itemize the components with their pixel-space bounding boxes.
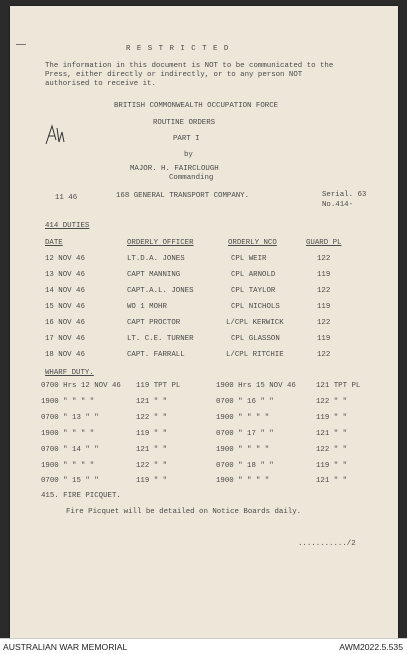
wharf-time-b: 0700 " 17 " " (216, 430, 274, 438)
duty-officer: CAPT PROCTOR (127, 319, 181, 327)
duties-header-date: DATE (45, 239, 63, 247)
archive-footer (0, 638, 407, 654)
duty-officer: CAPT. FARRALL (127, 351, 185, 359)
duty-date: 12 NOV 46 (45, 255, 85, 263)
archive-reference: AWM2022.5.535 (339, 642, 403, 652)
duty-date: 15 NOV 46 (45, 303, 85, 311)
wharf-time-b: 1900 " " " " (216, 446, 270, 454)
wharf-time-b: 1900 " " " " (216, 414, 270, 422)
wharf-platoon-b: 121 TPT PL (316, 382, 361, 390)
officer-role: Commanding (169, 174, 214, 182)
wharf-time-b: 1900 " " " " (216, 477, 270, 485)
wharf-platoon-a: 122 " " (136, 462, 168, 470)
duty-nco: L/CPL RITCHIE (226, 351, 284, 359)
section-duties: 414 DUTIES (45, 222, 90, 230)
wharf-time-a: 0700 " 13 " " (41, 414, 99, 422)
document-page (10, 6, 398, 638)
duties-header-nco: ORDERLY NCO (228, 239, 277, 247)
wharf-time-b: 0700 " 16 " " (216, 398, 274, 406)
archive-name: AUSTRALIAN WAR MEMORIAL (3, 642, 128, 652)
wharf-platoon-a: 121 " " (136, 446, 168, 454)
notice-line-2: Press, either directly or indirectly, or to any person NOT (45, 71, 303, 79)
wharf-platoon-a: 121 " " (136, 398, 168, 406)
org-heading: BRITISH COMMONWEALTH OCCUPATION FORCE (114, 102, 279, 110)
wharf-time-a: 0700 " 15 " " (41, 477, 99, 485)
orders-title: ROUTINE ORDERS (153, 119, 216, 127)
company-name: 168 GENERAL TRANSPORT COMPANY. (116, 192, 250, 200)
wharf-platoon-b: 121 " " (316, 430, 348, 438)
section-wharf: WHARF DUTY. (45, 369, 94, 377)
duty-guard: 122 (317, 319, 331, 327)
duties-header-officer: ORDERLY OFFICER (127, 239, 194, 247)
duty-guard: 119 (317, 335, 331, 343)
serial-number: Serial. 63 (322, 191, 367, 199)
wharf-time-a: 1900 " " " " (41, 462, 95, 470)
duty-officer: CAPT.A.L. JONES (127, 287, 194, 295)
duty-guard: 122 (317, 287, 331, 295)
wharf-platoon-b: 122 " " (316, 446, 348, 454)
wharf-time-a: 0700 Hrs 12 NOV 46 (41, 382, 121, 390)
duty-nco: CPL GLASSON (231, 335, 280, 343)
wharf-time-a: 1900 " " " " (41, 398, 95, 406)
wharf-platoon-b: 122 " " (316, 398, 348, 406)
section-fire-picquet: 415. FIRE PICQUET. (41, 492, 121, 500)
duty-nco: CPL TAYLOR (231, 287, 276, 295)
duty-guard: 122 (317, 351, 331, 359)
order-date: 11 46 (55, 194, 78, 202)
officer-name: MAJOR. H. FAIRCLOUGH (130, 165, 219, 173)
part-label: PART I (173, 135, 200, 143)
duty-guard: 119 (317, 271, 331, 279)
duty-date: 14 NOV 46 (45, 287, 85, 295)
duty-date: 17 NOV 46 (45, 335, 85, 343)
duty-nco: CPL WEIR (231, 255, 267, 263)
wharf-time-b: 0700 " 18 " " (216, 462, 274, 470)
duty-officer: CAPT MANNING (127, 271, 181, 279)
wharf-time-a: 0700 " 14 " " (41, 446, 99, 454)
wharf-time-a: 1900 " " " " (41, 430, 95, 438)
fire-picquet-text: Fire Picquet will be detailed on Notice Boards daily. (66, 508, 302, 516)
wharf-platoon-a: 119 TPT PL (136, 382, 181, 390)
by-label: by (184, 151, 193, 159)
wharf-platoon-b: 119 " " (316, 414, 348, 422)
duty-guard: 119 (317, 303, 331, 311)
restricted-heading: R E S T R I C T E D (126, 45, 230, 53)
notice-line-1: The information in this document is NOT to be communicated to the (45, 62, 334, 70)
duty-date: 18 NOV 46 (45, 351, 85, 359)
duty-officer: LT.D.A. JONES (127, 255, 185, 263)
order-number: No.414- (322, 201, 354, 209)
wharf-time-b: 1900 Hrs 15 NOV 46 (216, 382, 296, 390)
duty-officer: LT. C.E. TURNER (127, 335, 194, 343)
duty-nco: CPL NICHOLS (231, 303, 280, 311)
wharf-platoon-b: 121 " " (316, 477, 348, 485)
duty-officer: WO 1 MOHR (127, 303, 167, 311)
wharf-platoon-a: 122 " " (136, 414, 168, 422)
wharf-platoon-a: 119 " " (136, 477, 168, 485)
duty-nco: CPL ARNOLD (231, 271, 276, 279)
continued-marker: .........../2 (298, 540, 356, 548)
duty-guard: 122 (317, 255, 331, 263)
duty-date: 13 NOV 46 (45, 271, 85, 279)
duty-date: 16 NOV 46 (45, 319, 85, 327)
handwritten-initials-icon (44, 122, 66, 148)
wharf-platoon-a: 119 " " (136, 430, 168, 438)
wharf-platoon-b: 119 " " (316, 462, 348, 470)
notice-line-3: authorised to receive it. (45, 80, 156, 88)
duties-header-guard: GUARD PL (306, 239, 342, 247)
punch-mark (16, 44, 26, 48)
duty-nco: L/CPL KERWICK (226, 319, 284, 327)
